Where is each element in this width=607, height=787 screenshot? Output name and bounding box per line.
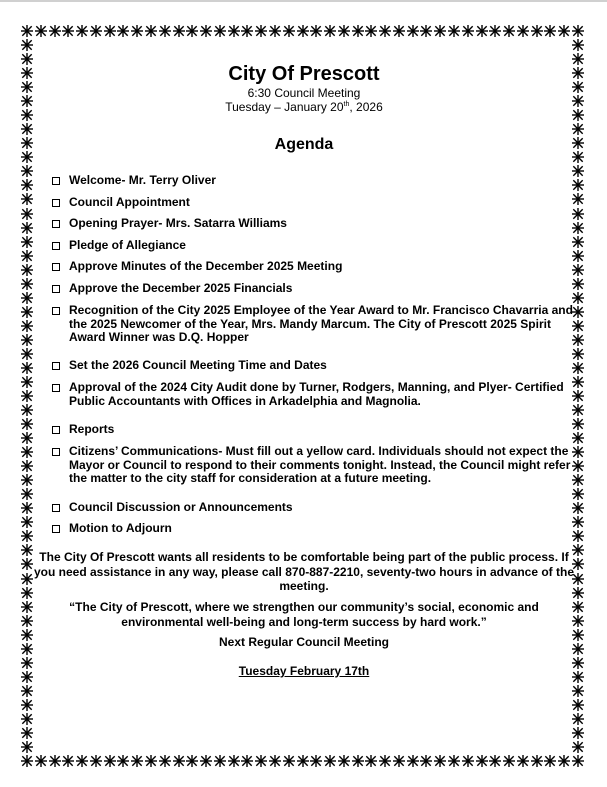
border-star-icon — [21, 178, 33, 190]
border-star-icon — [297, 754, 309, 766]
border-star-icon — [104, 754, 116, 766]
border-star-icon — [572, 24, 584, 36]
border-star-icon — [90, 24, 102, 36]
border-star-icon — [379, 754, 391, 766]
border-star-icon — [159, 24, 171, 36]
border-star-icon — [21, 459, 33, 471]
border-star-icon — [228, 24, 240, 36]
border-star-icon — [434, 24, 446, 36]
border-star-icon — [517, 754, 529, 766]
border-star-icon — [558, 754, 570, 766]
next-meeting-label: Next Regular Council Meeting — [218, 635, 390, 649]
border-star-icon — [35, 24, 47, 36]
border-star-icon — [572, 66, 584, 78]
border-star-icon — [324, 754, 336, 766]
checkbox-square-icon — [52, 199, 60, 207]
border-star-icon — [21, 305, 33, 317]
border-star-icon — [393, 754, 405, 766]
border-star-icon — [76, 754, 88, 766]
border-star-icon — [49, 754, 61, 766]
border-star-icon — [572, 136, 584, 148]
agenda-item-text: Approve Minutes of the December 2025 Meeting — [69, 259, 343, 273]
border-star-icon — [283, 754, 295, 766]
border-star-icon — [186, 24, 198, 36]
meeting-date-ordinal: th — [343, 101, 350, 108]
border-star-icon — [297, 24, 309, 36]
meeting-date-year: , 2026 — [349, 100, 383, 114]
border-star-icon — [476, 24, 488, 36]
document-title: City Of Prescott — [228, 63, 380, 85]
border-star-icon — [255, 754, 267, 766]
border-star-icon — [393, 24, 405, 36]
border-star-icon — [21, 150, 33, 162]
meeting-time: 6:30 Council Meeting — [247, 86, 361, 100]
border-star-icon — [62, 754, 74, 766]
border-star-icon — [21, 192, 33, 204]
border-star-icon — [21, 529, 33, 541]
border-star-icon — [572, 698, 584, 710]
border-star-icon — [420, 24, 432, 36]
agenda-item-text: Pledge of Allegiance — [69, 238, 186, 252]
city-motto: “The City of Prescott, where we strengthen our community’s social, economic and environmental well-being and long-term success by hard work.” — [69, 600, 539, 629]
border-star-icon — [214, 754, 226, 766]
border-star-icon — [434, 754, 446, 766]
border-star-icon — [365, 24, 377, 36]
border-star-icon — [21, 38, 33, 50]
border-star-icon — [21, 122, 33, 134]
border-star-icon — [283, 24, 295, 36]
border-star-icon — [420, 754, 432, 766]
border-star-icon — [517, 24, 529, 36]
border-star-icon — [21, 221, 33, 233]
border-star-icon — [489, 754, 501, 766]
border-star-icon — [21, 389, 33, 401]
border-star-icon — [21, 403, 33, 415]
meeting-date — [36, 100, 572, 114]
border-star-icon — [503, 24, 515, 36]
checkbox-square-icon — [52, 177, 60, 185]
border-star-icon — [214, 24, 226, 36]
border-star-icon — [21, 712, 33, 724]
border-star-icon — [145, 754, 157, 766]
border-star-icon — [76, 24, 88, 36]
agenda-item-text: Motion to Adjourn — [69, 521, 172, 535]
border-star-icon — [572, 347, 584, 359]
border-star-icon — [21, 249, 33, 261]
border-star-icon — [21, 277, 33, 289]
meeting-date-main: Tuesday – January 20 — [225, 100, 344, 114]
border-star-icon — [21, 164, 33, 176]
border-star-icon — [269, 24, 281, 36]
border-star-icon — [131, 754, 143, 766]
border-star-icon — [21, 726, 33, 738]
border-star-icon — [21, 473, 33, 485]
border-star-icon — [21, 333, 33, 345]
border-star-icon — [448, 24, 460, 36]
border-star-icon — [21, 445, 33, 457]
border-star-icon — [21, 291, 33, 303]
border-star-icon — [462, 24, 474, 36]
border-star-icon — [90, 754, 102, 766]
border-star-icon — [200, 754, 212, 766]
border-star-icon — [572, 38, 584, 50]
border-star-icon — [21, 698, 33, 710]
border-star-icon — [21, 375, 33, 387]
agenda-item-text: Approve the December 2025 Financials — [69, 281, 293, 295]
checkbox-square-icon — [52, 263, 60, 271]
border-star-icon — [310, 754, 322, 766]
border-star-icon — [21, 235, 33, 247]
border-star-icon — [173, 754, 185, 766]
border-star-icon — [21, 80, 33, 92]
checkbox-square-icon — [52, 220, 60, 228]
border-star-icon — [407, 754, 419, 766]
checkbox-square-icon — [52, 307, 60, 315]
border-star-icon — [200, 24, 212, 36]
window-top-rule — [0, 0, 607, 2]
border-star-icon — [572, 80, 584, 92]
border-star-icon — [173, 24, 185, 36]
border-star-icon — [49, 24, 61, 36]
agenda-item-text: Opening Prayer- Mrs. Satarra Williams — [69, 216, 287, 230]
border-star-icon — [186, 754, 198, 766]
border-star-icon — [21, 263, 33, 275]
next-meeting-date — [32, 664, 576, 679]
agenda-item-text: Citizens’ Communications- Must fill out a yellow card. Individuals should not expect the Mayor or Council to respond to their comments tonight. Instead, the Council might refer the matter to the city staff for consideration at a future meeting. — [69, 444, 571, 485]
border-star-icon — [255, 24, 267, 36]
border-star-icon — [21, 24, 33, 36]
border-star-icon — [21, 347, 33, 359]
agenda-item-text: Approval of the 2024 City Audit done by Turner, Rodgers, Manning, and Plyer- Certified Public Accountants with Offices in Arkadelphia and Magnolia. — [69, 380, 564, 408]
border-star-icon — [117, 754, 129, 766]
border-star-icon — [572, 122, 584, 134]
checkbox-square-icon — [52, 362, 60, 370]
agenda-item-text: Reports — [69, 422, 115, 436]
border-star-icon — [21, 431, 33, 443]
border-star-icon — [104, 24, 116, 36]
agenda-item-text: Council Discussion or Announcements — [69, 500, 293, 514]
border-star-icon — [21, 319, 33, 331]
border-star-icon — [228, 754, 240, 766]
checkbox-square-icon — [52, 426, 60, 434]
border-star-icon — [407, 24, 419, 36]
border-star-icon — [62, 24, 74, 36]
border-star-icon — [21, 754, 33, 766]
border-star-icon — [572, 726, 584, 738]
border-star-icon — [489, 24, 501, 36]
border-star-icon — [572, 487, 584, 499]
border-star-icon — [35, 754, 47, 766]
border-star-icon — [21, 515, 33, 527]
checkbox-square-icon — [52, 242, 60, 250]
border-star-icon — [365, 754, 377, 766]
border-star-icon — [572, 712, 584, 724]
border-star-icon — [572, 108, 584, 120]
border-star-icon — [338, 754, 350, 766]
border-star-icon — [572, 52, 584, 64]
border-star-icon — [131, 24, 143, 36]
agenda-item-text: Welcome- Mr. Terry Oliver — [69, 173, 216, 187]
border-star-icon — [21, 501, 33, 513]
border-star-icon — [544, 754, 556, 766]
border-star-icon — [531, 754, 543, 766]
border-star-icon — [241, 24, 253, 36]
border-star-icon — [572, 740, 584, 752]
checkbox-square-icon — [52, 504, 60, 512]
border-star-icon — [21, 684, 33, 696]
border-star-icon — [21, 487, 33, 499]
border-star-icon — [572, 94, 584, 106]
border-star-icon — [21, 66, 33, 78]
border-star-icon — [462, 754, 474, 766]
border-star-icon — [531, 24, 543, 36]
border-star-icon — [21, 136, 33, 148]
border-star-icon — [379, 24, 391, 36]
border-star-icon — [21, 417, 33, 429]
border-star-icon — [352, 754, 364, 766]
border-star-icon — [352, 24, 364, 36]
checkbox-square-icon — [52, 448, 60, 456]
border-star-icon — [448, 754, 460, 766]
border-star-icon — [503, 754, 515, 766]
agenda-item-text: Council Appointment — [69, 195, 190, 209]
border-star-icon — [21, 94, 33, 106]
border-star-icon — [544, 24, 556, 36]
border-star-icon — [21, 108, 33, 120]
border-star-icon — [21, 52, 33, 64]
accessibility-notice: The City Of Prescott wants all residents to be comfortable being part of the public process. If you need assistance in any way, please call 870-887-2210, seventy-two hours in advance of the meeting. — [33, 550, 574, 593]
agenda-item-text: Set the 2026 Council Meeting Time and Dates — [69, 358, 327, 372]
checkbox-square-icon — [52, 384, 60, 392]
border-star-icon — [310, 24, 322, 36]
border-star-icon — [241, 754, 253, 766]
border-star-icon — [476, 754, 488, 766]
border-star-icon — [324, 24, 336, 36]
border-star-icon — [572, 684, 584, 696]
border-star-icon — [269, 754, 281, 766]
border-star-icon — [21, 740, 33, 752]
border-star-icon — [145, 24, 157, 36]
agenda-heading: Agenda — [274, 136, 334, 153]
border-star-icon — [159, 754, 171, 766]
agenda-item-text: Recognition of the City 2025 Employee of the Year Award to Mr. Francisco Chavarria and the 2025 Newcomer of the Year, Mrs. Mandy Marcum. The City of Prescott 2025 Spirit Award Winner was D.Q. Hopper — [69, 303, 573, 344]
border-star-icon — [558, 24, 570, 36]
border-star-icon — [572, 150, 584, 162]
border-star-icon — [572, 754, 584, 766]
checkbox-square-icon — [52, 525, 60, 533]
border-star-icon — [338, 24, 350, 36]
agenda-document — [33, 40, 574, 752]
border-star-icon — [117, 24, 129, 36]
next-meeting-date-text: Tuesday February 17th — [238, 664, 370, 678]
border-star-icon — [21, 361, 33, 373]
border-star-icon — [21, 207, 33, 219]
checkbox-square-icon — [52, 285, 60, 293]
